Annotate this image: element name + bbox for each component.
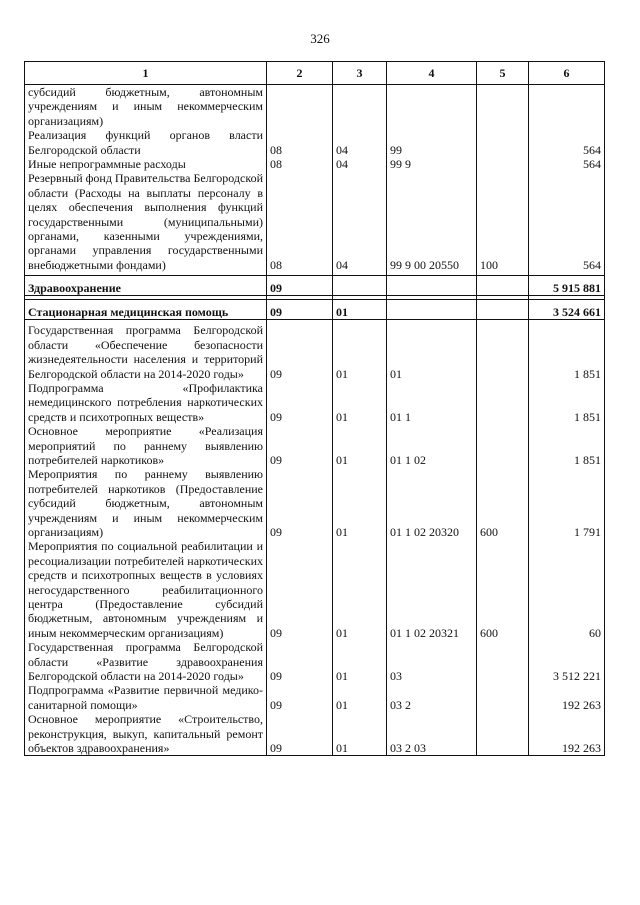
column-header: 1 — [25, 62, 267, 85]
table-row — [25, 712, 605, 756]
target-article-code: 01 — [387, 323, 477, 381]
section-code: 09 — [267, 381, 333, 424]
target-article-code — [387, 300, 477, 320]
subsection-code: 01 — [333, 424, 387, 467]
expense-type-code — [477, 381, 529, 424]
amount: 60 — [529, 539, 605, 640]
expense-type-code — [477, 157, 529, 171]
expense-type-code — [477, 276, 529, 296]
item-name: Основное мероприятие «Реализация мероприятий по раннему выявлению потребителей наркотиков» — [25, 424, 267, 467]
section-code: 09 — [267, 640, 333, 683]
section-code: 09 — [267, 300, 333, 320]
expense-type-code — [477, 712, 529, 756]
item-name: субсидий бюджетным, автономным учреждениям и иным некоммерческим организациям) — [25, 85, 267, 129]
table-row — [25, 467, 605, 539]
table-row — [25, 640, 605, 683]
item-name: Иные непрограммные расходы — [25, 157, 267, 171]
section-code: 09 — [267, 323, 333, 381]
table-row — [25, 424, 605, 467]
amount: 192 263 — [529, 712, 605, 756]
column-header: 5 — [477, 62, 529, 85]
section-code: 09 — [267, 424, 333, 467]
subsection-code — [333, 85, 387, 129]
column-header: 2 — [267, 62, 333, 85]
target-article-code: 01 1 02 — [387, 424, 477, 467]
item-name: Здравоохранение — [25, 276, 267, 296]
item-name: Мероприятия по раннему выявлению потребителей наркотиков (Предоставление субсидий бюджетным, автономным учреждениям и иным некоммерческим организациям) — [25, 467, 267, 539]
subsection-code: 01 — [333, 323, 387, 381]
amount: 3 524 661 — [529, 300, 605, 320]
expense-type-code — [477, 683, 529, 712]
section-code: 09 — [267, 712, 333, 756]
budget-table — [24, 61, 605, 756]
item-name: Реализация функций органов власти Белгородской области — [25, 128, 267, 157]
target-article-code: 03 2 — [387, 683, 477, 712]
amount: 1 851 — [529, 381, 605, 424]
column-header: 3 — [333, 62, 387, 85]
section-code — [267, 85, 333, 129]
item-name: Основное мероприятие «Строительство, реконструкция, выкуп, капитальный ремонт объектов здравоохранения» — [25, 712, 267, 756]
item-name: Мероприятия по социальной реабилитации и ресоциализации потребителей наркотических средств и психотропных веществ в условиях негосударственного реабилитационного центра (Предоставление субсидий бюджетным, автономным учреждениям и иным некоммерческим организациям) — [25, 539, 267, 640]
item-name: Подпрограмма «Профилактика немедицинского потребления наркотических средств и психотропных веществ» — [25, 381, 267, 424]
target-article-code: 01 1 02 20321 — [387, 539, 477, 640]
section-code: 08 — [267, 171, 333, 272]
target-article-code — [387, 276, 477, 296]
section-code: 09 — [267, 276, 333, 296]
subsection-code: 04 — [333, 157, 387, 171]
subsection-code: 01 — [333, 467, 387, 539]
expense-type-code: 100 — [477, 171, 529, 272]
amount: 1 851 — [529, 424, 605, 467]
expense-type-code: 600 — [477, 539, 529, 640]
subsection-code: 01 — [333, 381, 387, 424]
table-row — [25, 157, 605, 171]
table-row — [25, 171, 605, 272]
amount: 564 — [529, 157, 605, 171]
expense-type-code — [477, 323, 529, 381]
expense-type-code — [477, 300, 529, 320]
amount: 3 512 221 — [529, 640, 605, 683]
table-row — [25, 128, 605, 157]
target-article-code: 03 — [387, 640, 477, 683]
subsection-code: 01 — [333, 539, 387, 640]
table-row — [25, 300, 605, 320]
subsection-code: 04 — [333, 128, 387, 157]
table-row — [25, 539, 605, 640]
expense-type-code: 600 — [477, 467, 529, 539]
column-header: 6 — [529, 62, 605, 85]
target-article-code — [387, 85, 477, 129]
table-row — [25, 276, 605, 296]
target-article-code: 03 2 03 — [387, 712, 477, 756]
subsection-code: 01 — [333, 712, 387, 756]
expense-type-code — [477, 128, 529, 157]
section-code: 09 — [267, 467, 333, 539]
table-body — [25, 85, 605, 756]
amount: 1 791 — [529, 467, 605, 539]
item-name: Подпрограмма «Развитие первичной медико-санитарной помощи» — [25, 683, 267, 712]
subsection-code: 01 — [333, 640, 387, 683]
target-article-code: 99 9 — [387, 157, 477, 171]
target-article-code: 01 1 02 20320 — [387, 467, 477, 539]
section-code: 08 — [267, 128, 333, 157]
expense-type-code — [477, 85, 529, 129]
amount: 5 915 881 — [529, 276, 605, 296]
amount: 1 851 — [529, 323, 605, 381]
subsection-code: 01 — [333, 300, 387, 320]
item-name: Стационарная медицинская помощь — [25, 300, 267, 320]
amount: 564 — [529, 128, 605, 157]
table-header-row — [25, 62, 605, 85]
item-name: Государственная программа Белгородской области «Развитие здравоохранения Белгородской области на 2014-2020 годы» — [25, 640, 267, 683]
subsection-code: 01 — [333, 683, 387, 712]
table-row — [25, 323, 605, 381]
column-header: 4 — [387, 62, 477, 85]
amount: 564 — [529, 171, 605, 272]
item-name: Государственная программа Белгородской области «Обеспечение безопасности жизнедеятельности населения и территорий Белгородской области на 2014-2020 годы» — [25, 323, 267, 381]
subsection-code — [333, 276, 387, 296]
section-code: 09 — [267, 539, 333, 640]
expense-type-code — [477, 424, 529, 467]
section-code: 08 — [267, 157, 333, 171]
amount: 192 263 — [529, 683, 605, 712]
page-number: 326 — [310, 31, 330, 46]
table-row — [25, 683, 605, 712]
target-article-code: 99 — [387, 128, 477, 157]
table-row — [25, 381, 605, 424]
item-name: Резервный фонд Правительства Белгородской области (Расходы на выплаты персоналу в целях обеспечения выполнения функций государственными (муниципальными) органами, казенными учреждениями, органами управления государственными внебюджетными фондами) — [25, 171, 267, 272]
target-article-code: 99 9 00 20550 — [387, 171, 477, 272]
table-row — [25, 85, 605, 129]
subsection-code: 04 — [333, 171, 387, 272]
target-article-code: 01 1 — [387, 381, 477, 424]
amount — [529, 85, 605, 129]
expense-type-code — [477, 640, 529, 683]
section-code: 09 — [267, 683, 333, 712]
